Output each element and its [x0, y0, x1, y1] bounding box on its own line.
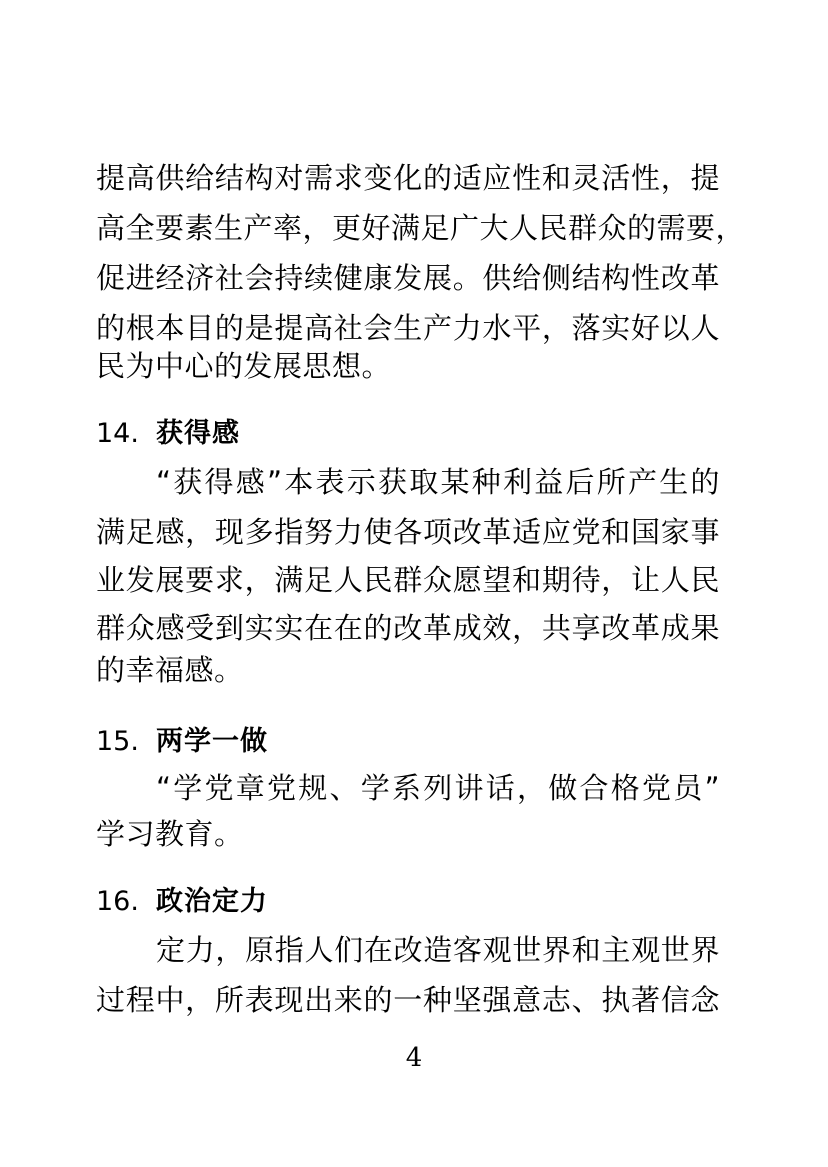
paragraph-line: 定力，原指人们在改造客观世界和主观世界	[156, 933, 720, 967]
page-number: 4	[405, 1043, 423, 1073]
paragraph-line: “学党章党规、学系列讲话，做合格党员”	[156, 771, 720, 805]
paragraph-line: 过程中，所表现出来的一种坚强意志、执著信念	[96, 983, 720, 1017]
paragraph-line: 的幸福感。	[96, 653, 244, 687]
section-title: 获得感	[156, 418, 240, 449]
paragraph-line: “获得感”本表示获取某种利益后所产生的	[156, 465, 720, 499]
section-heading-16	[96, 882, 268, 922]
section-heading-14	[96, 414, 240, 454]
section-title: 两学一做	[156, 726, 268, 757]
section-number: 16.	[96, 886, 139, 917]
paragraph-line: 群众感受到实实在在的改革成效，共享改革成果	[96, 611, 720, 645]
section-number: 15.	[96, 726, 139, 757]
paragraph-line: 学习教育。	[96, 817, 244, 851]
paragraph-line: 民为中心的发展思想。	[96, 349, 392, 383]
paragraph-line: 高全要素生产率，更好满足广大人民群众的需要，	[96, 211, 746, 245]
section-heading-15	[96, 722, 268, 762]
paragraph-line: 提高供给结构对需求变化的适应性和灵活性，提	[96, 161, 720, 195]
paragraph-line: 的根本目的是提高社会生产力水平，落实好以人	[96, 311, 720, 345]
paragraph-line: 满足感，现多指努力使各项改革适应党和国家事	[96, 515, 720, 549]
paragraph-line: 业发展要求，满足人民群众愿望和期待，让人民	[96, 563, 720, 597]
paragraph-line: 促进经济社会持续健康发展。供给侧结构性改革	[96, 261, 720, 295]
section-number: 14.	[96, 418, 139, 449]
section-title: 政治定力	[156, 886, 268, 917]
